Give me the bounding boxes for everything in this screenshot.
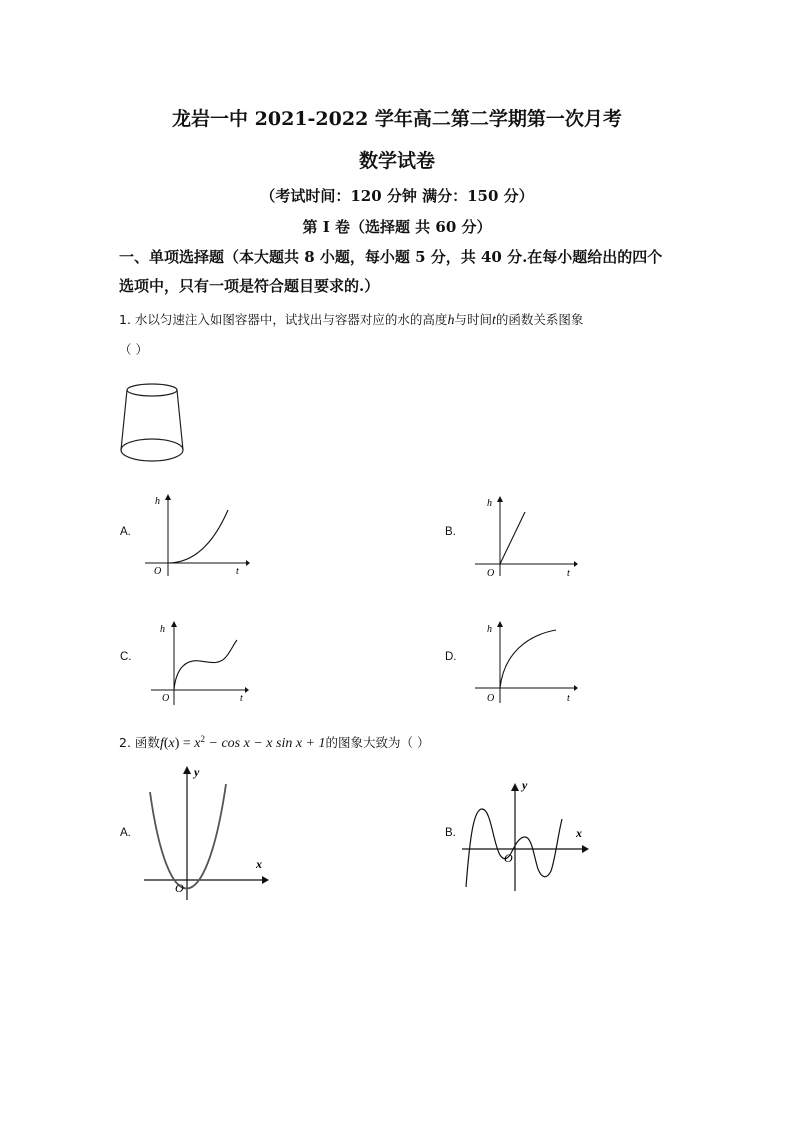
answer-blank: （ ） xyxy=(119,342,148,357)
origin-label: O xyxy=(487,693,495,704)
question-2-stem xyxy=(119,733,429,752)
option-a-label[interactable]: A. xyxy=(120,526,131,538)
variable-t: t xyxy=(491,313,496,328)
line-linear xyxy=(500,512,525,564)
paren-right: ) xyxy=(174,736,180,751)
origin-label: O xyxy=(504,851,513,865)
exponent: 2 xyxy=(200,733,206,744)
exam-info: （考试时间：120 分钟 满分：150 分） xyxy=(260,187,534,205)
h-axis-arrow-icon xyxy=(171,621,177,627)
axis-label-t: t xyxy=(567,693,570,704)
x-axis-arrow-icon xyxy=(262,876,269,884)
axis-label-t: t xyxy=(236,566,239,577)
exam-subtitle: 数学试卷 xyxy=(358,150,435,172)
oscillating-curve xyxy=(466,809,562,887)
origin-label: O xyxy=(175,881,184,895)
container-right-side xyxy=(177,390,183,450)
option-c-graph[interactable] xyxy=(145,615,255,710)
origin-label: O xyxy=(162,693,170,704)
part-title: 第 I 卷（选择题 共 60 分） xyxy=(302,218,492,236)
function-arg-x: x xyxy=(168,736,175,751)
container-left-side xyxy=(121,390,127,450)
h-axis-arrow-icon xyxy=(497,496,503,502)
term-x: x xyxy=(194,736,201,751)
container-figure xyxy=(115,378,190,468)
question-text: 水以匀速注入如图容器中，试找出与容器对应的水的高度 xyxy=(134,312,448,327)
question-number: 1. xyxy=(119,312,131,327)
axis-label-h: h xyxy=(487,624,492,635)
section-heading xyxy=(119,243,689,301)
t-axis-arrow-icon xyxy=(246,560,250,566)
axis-label-y: y xyxy=(194,765,200,779)
option-b-graph[interactable] xyxy=(470,490,580,580)
t-axis-arrow-icon xyxy=(245,687,249,693)
function-f: f xyxy=(159,736,164,751)
container-top-rim xyxy=(127,384,177,396)
y-axis-arrow-icon xyxy=(511,783,519,791)
axis-label-x: x xyxy=(256,857,262,871)
axis-label-t: t xyxy=(240,693,243,704)
t-axis-arrow-icon xyxy=(574,685,578,691)
question-text: 的函数关系图象 xyxy=(495,312,584,327)
q2-option-b-graph[interactable] xyxy=(460,775,595,895)
origin-label: O xyxy=(154,566,162,577)
axis-label-h: h xyxy=(487,498,492,509)
axis-label-x: x xyxy=(576,826,582,840)
axis-label-h: h xyxy=(160,624,165,635)
equals-sign: = xyxy=(179,736,195,751)
axis-label-h: h xyxy=(155,496,160,507)
option-a-graph[interactable] xyxy=(140,490,250,580)
t-axis-arrow-icon xyxy=(574,561,578,567)
option-d-label[interactable]: D. xyxy=(445,651,457,663)
q2-option-b-label[interactable]: B. xyxy=(445,827,456,839)
axis-label-t: t xyxy=(567,568,570,579)
question-text: 与时间 xyxy=(454,312,492,327)
origin-label: O xyxy=(487,568,495,579)
section-heading-line1: 一、单项选择题（本大题共 8 小题，每小题 5 分，共 40 分.在每小题给出的四个 xyxy=(119,248,663,266)
curve-concave xyxy=(500,630,556,688)
y-axis-arrow-icon xyxy=(183,766,191,774)
question-number: 2. xyxy=(119,735,131,750)
axis-label-y: y xyxy=(522,778,528,792)
q2-option-a-graph[interactable] xyxy=(140,762,275,902)
h-axis-arrow-icon xyxy=(165,494,171,500)
question-text: 函数 xyxy=(134,735,160,750)
option-b-label[interactable]: B. xyxy=(445,526,456,538)
curve-convex xyxy=(168,510,228,563)
expression-rest: − cos x − x sin x + 1 xyxy=(205,736,326,751)
variable-h: h xyxy=(447,313,455,328)
curve-s-shape xyxy=(174,640,237,690)
x-axis-arrow-icon xyxy=(582,845,589,853)
parabola-curve xyxy=(150,784,226,889)
section-heading-line2: 选项中，只有一项是符合题目要求的.） xyxy=(119,277,380,295)
question-1-stem xyxy=(119,310,583,329)
container-base xyxy=(121,439,183,461)
q2-option-a-label[interactable]: A. xyxy=(120,827,131,839)
question-text: 的图象大致为（ ） xyxy=(325,735,430,750)
option-c-label[interactable]: C. xyxy=(120,651,132,663)
h-axis-arrow-icon xyxy=(497,621,503,627)
paren-left: ( xyxy=(163,736,169,751)
exam-title: 龙岩一中 2021-2022 学年高二第二学期第一次月考 xyxy=(172,108,622,130)
option-d-graph[interactable] xyxy=(470,615,580,710)
